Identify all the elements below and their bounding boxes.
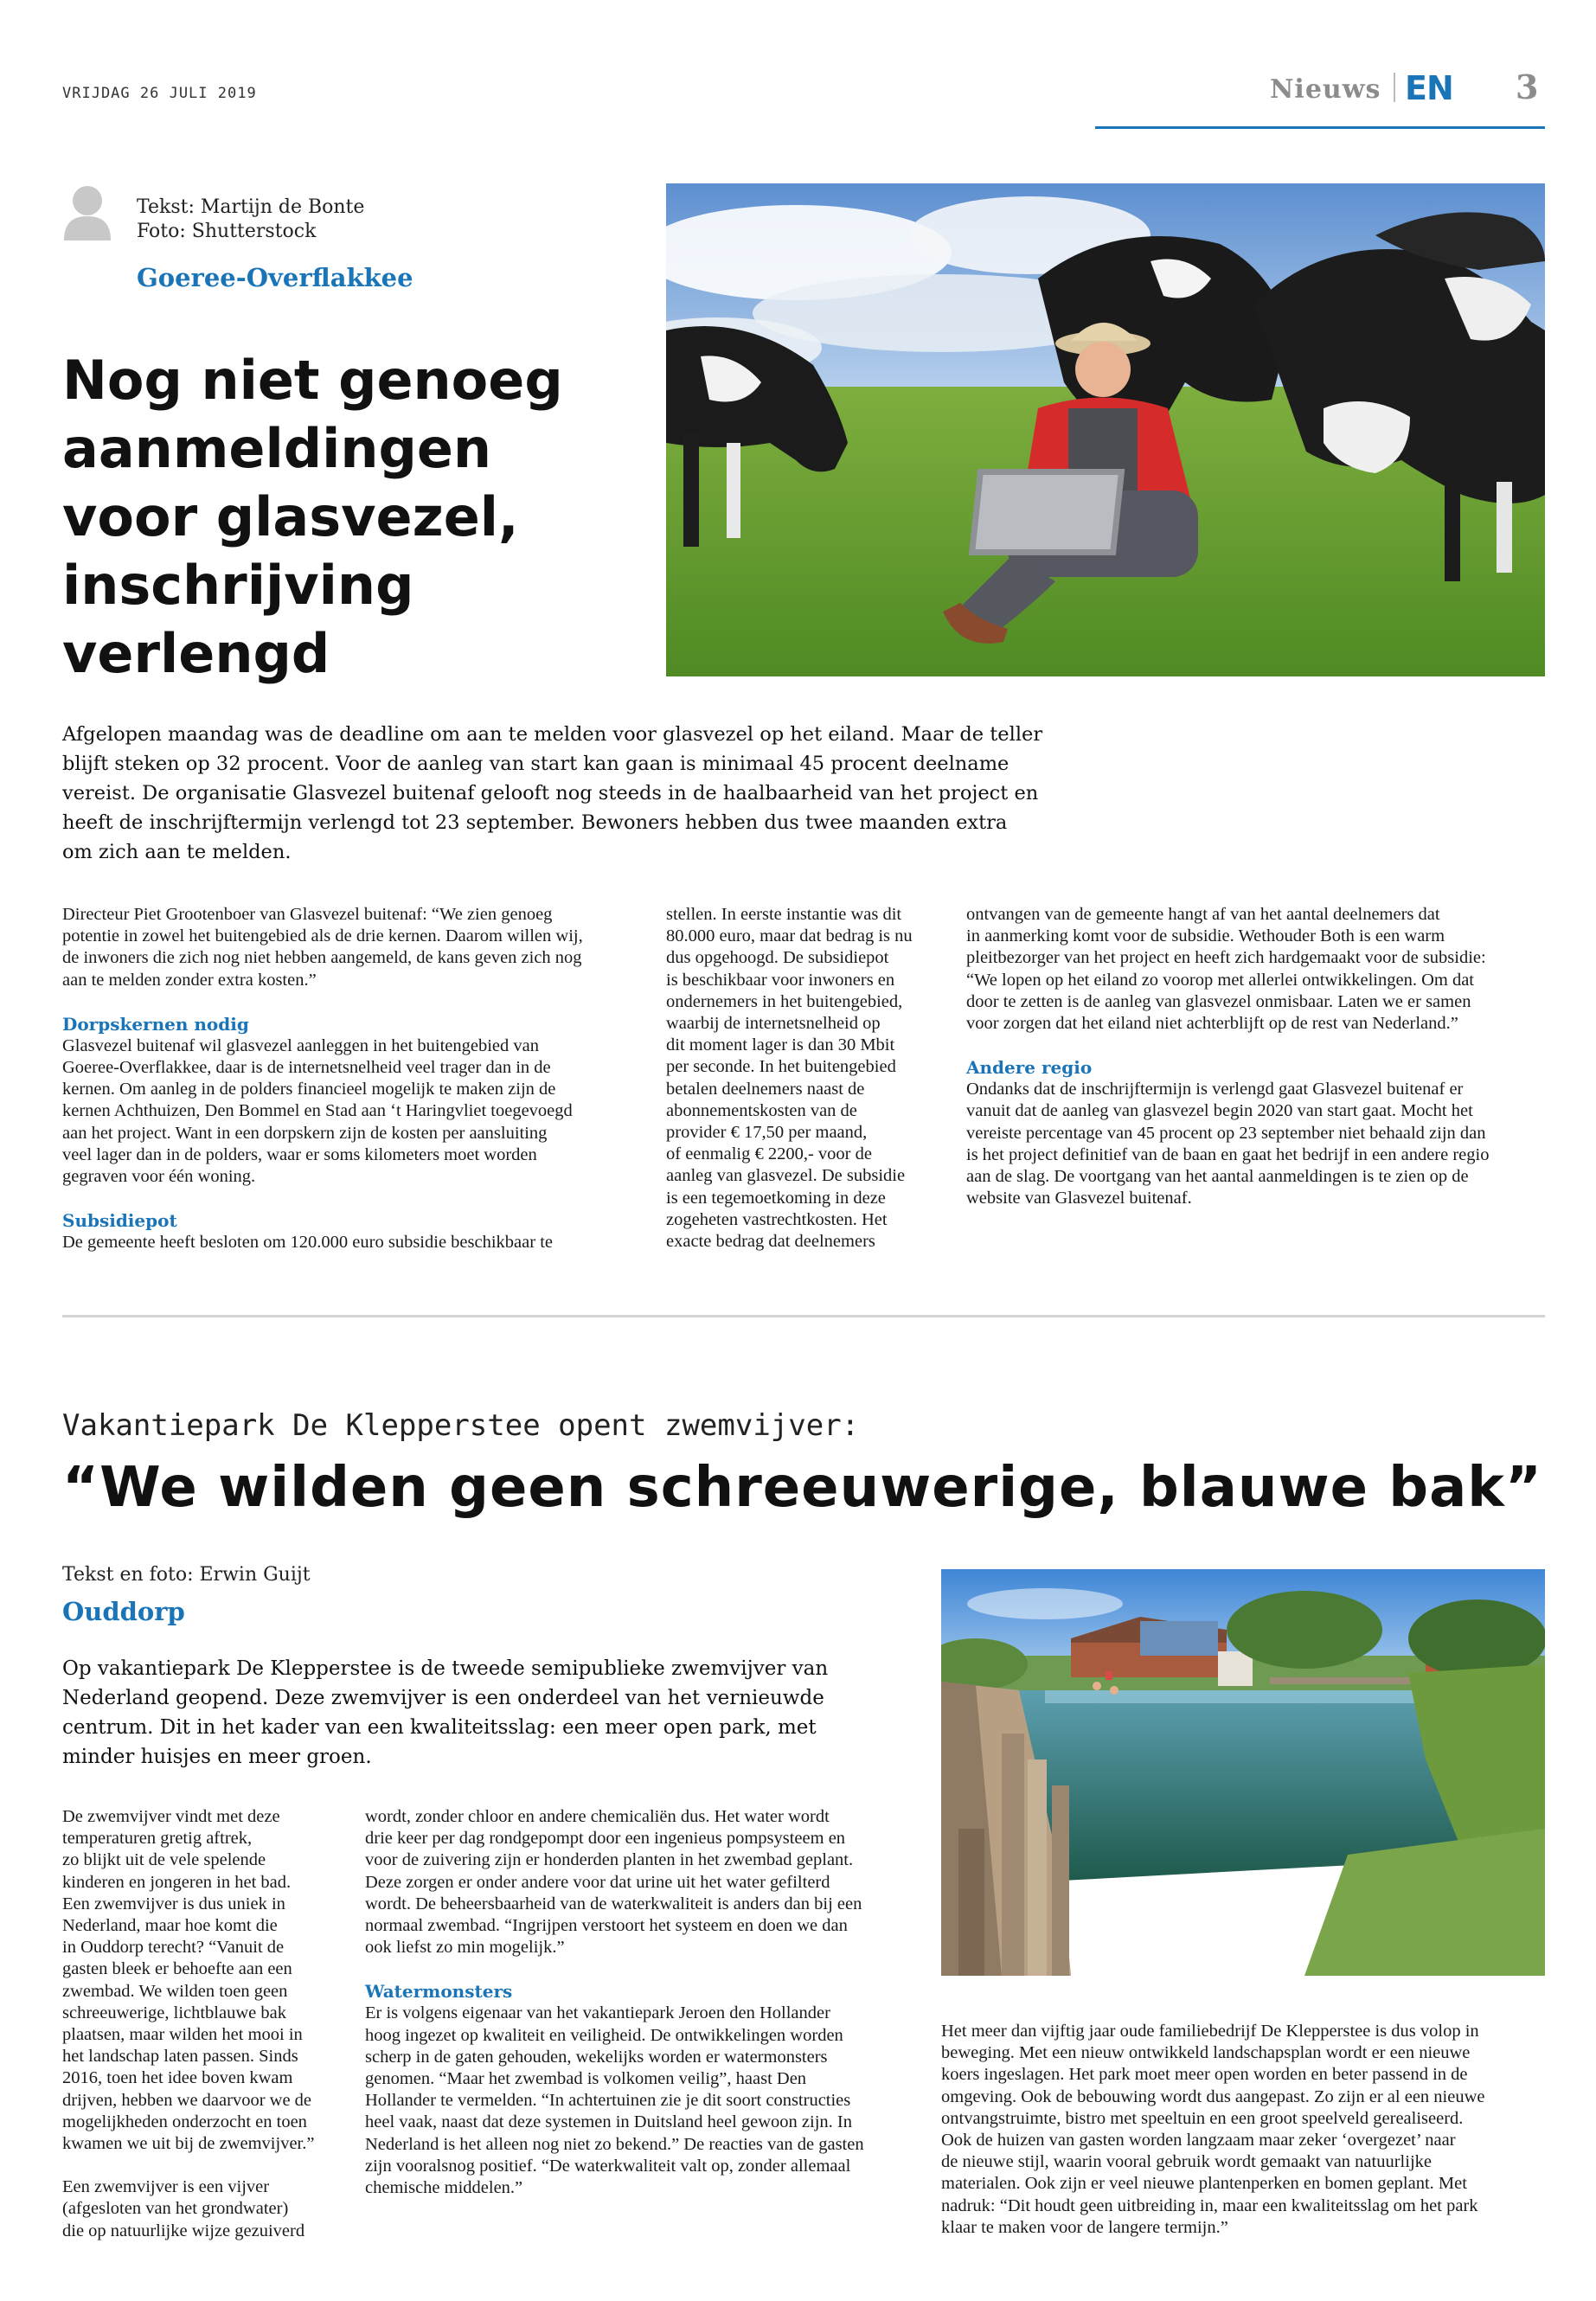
article1-headline [62, 346, 616, 688]
article2-kicker: Vakantiepark De Klepperstee opent zwemvijver: [62, 1408, 860, 1443]
body-line: ontvangen van de gemeente hangt af van het aantal deelnemers dat [966, 905, 1440, 924]
intro-line: centrum. Dit in het kader van een kwaliteitsslag: een meer open park, met [62, 1716, 817, 1739]
headline-line: voor glasvezel, [62, 485, 519, 548]
body-line: Directeur Piet Grootenboer van Glasvezel buitenaf: “We zien genoeg [62, 905, 553, 924]
body-line: Ook de huizen van gasten worden langzaam maar zeker ‘overgezet’ naar [941, 2131, 1456, 2150]
body-line: plaatsen, maar wilden het mooi in [62, 2025, 303, 2045]
body-line: de nieuwe stijl, waarin vooral gebruik wordt gemaakt van natuurlijke [941, 2152, 1432, 2172]
body-line: aanleg van glasvezel. De subsidie [666, 1166, 906, 1186]
newspaper-logo: EN [1405, 69, 1453, 107]
body-line: heel vaak, naast dat deze systemen in Duitsland heel gewoon zijn. In [365, 2112, 852, 2132]
article1-column-1 [62, 904, 607, 1253]
body-line: potentie in zowel het buitengebied als de drie kernen. Daarom willen wij, [62, 926, 583, 946]
body-line: is het project definitief van de baan en gaat het bedrijf in een andere regio [966, 1144, 1490, 1164]
body-line: drie keer per dag rondgepompt door een ingenieus pompsysteem en [365, 1829, 846, 1849]
header-rule [1095, 126, 1545, 129]
body-line: of eenmalig € 2200,- voor de [666, 1144, 872, 1164]
intro-line: Op vakantiepark De Klepperstee is de tweede semipublieke zwemvijver van [62, 1657, 829, 1680]
body-line: gasten bleek er behoefte aan een [62, 1959, 292, 1979]
body-line: aan te melden zonder extra kosten.” [62, 970, 317, 990]
body-line: website van Glasvezel buitenaf. [966, 1189, 1192, 1208]
body-line: wordt. De beheersbaarheid van de waterkwaliteit is anders dan bij een [365, 1894, 862, 1913]
body-line: Nederland, maar hoe komt die [62, 1916, 278, 1936]
body-line: materialen. Ook zijn er veel nieuwe plantenperken en bomen geplant. Met [941, 2174, 1467, 2194]
article1-intro [62, 720, 1083, 867]
cows-farmer-laptop-photo [666, 183, 1545, 676]
section-label: Nieuws [1270, 74, 1381, 105]
body-line: drijven, hebben we daarvoor we de [62, 2090, 312, 2110]
article2-location: Ouddorp [62, 1597, 185, 1626]
article2-headline: “We wilden geen schreeuwerige, blauwe bak” [62, 1456, 1542, 1520]
body-line: betalen deelnemers naast de [666, 1079, 865, 1099]
body-line: koers ingeslagen. Het park moet meer open worden en beter passend in de [941, 2065, 1468, 2085]
body-line: nadruk: “Dit houdt geen uitbreiding in, maar een kwaliteitsslag om het park [941, 2195, 1478, 2215]
intro-line: blijft steken op 32 procent. Voor de aanleg van start kan gaan is minimaal 45 procent deelname [62, 753, 1010, 775]
body-line: veel lager dan in de polders, waar er soms kilometers moet worden [62, 1144, 537, 1164]
body-line: omgeving. Ook de bebouwing wordt dus aangepast. Zo zijn er al een nieuwe [941, 2086, 1485, 2106]
article2-intro [62, 1654, 919, 1772]
body-line: dit moment lager is dan 30 Mbit [666, 1035, 895, 1055]
intro-line: vereist. De organisatie Glasvezel buitenaf gelooft nog steeds in de haalbaarheid van het project en [62, 782, 1039, 804]
body-line: mogelijkheden onderzocht en toen [62, 2112, 307, 2131]
body-line: Hollander te vermelden. “In achtertuinen zie je dit soort constructies [365, 2091, 851, 2111]
body-line: Ondanks dat de inschrijftermijn is verlengd gaat Glasvezel buitenaf er [966, 1080, 1464, 1099]
body-line: genomen. “Maar het zwembad is volkomen veilig”, haast Den [365, 2069, 807, 2089]
article2-column-2 [365, 1806, 919, 2199]
body-line: kwamen we uit bij de zwemvijver.” [62, 2134, 315, 2154]
headline-line: inschrijving [62, 554, 414, 617]
body-line: zo blijkt uit de vele spelende [62, 1850, 266, 1870]
body-line: voor zorgen dat het eiland niet achterblijft op de rest van Nederland.” [966, 1014, 1458, 1034]
intro-line: om zich aan te melden. [62, 841, 292, 863]
body-line: beweging. Met een nieuw ontwikkeld landschapsplan wordt er een nieuwe [941, 2043, 1471, 2063]
headline-line: aanmeldingen [62, 417, 492, 480]
body-line: per seconde. In het buitengebied [666, 1057, 896, 1077]
body-line: De zwemvijver vindt met deze [62, 1807, 280, 1826]
body-line: zijn vooralsnog positief. “De waterkwaliteit valt op, zonder allemaal [365, 2156, 851, 2176]
subheading-dorpskernen: Dorpskernen nodig [62, 1013, 249, 1035]
body-line: schreeuwerige, lichtblauwe bak [62, 2003, 286, 2022]
intro-line: minder huisjes en meer groen. [62, 1746, 372, 1768]
article1-credits [137, 195, 364, 244]
body-line: exacte bedrag dat deelnemers [666, 1232, 875, 1252]
headline-line: Nog niet genoeg [62, 349, 563, 412]
body-line: Goeree-Overflakkee, daar is de internetsnelheid veel trager dan in de [62, 1058, 551, 1078]
body-line: zwembad. We wilden toen geen [62, 1981, 288, 2001]
body-line: gegraven voor één woning. [62, 1167, 256, 1187]
headline-line: verlengd [62, 622, 330, 685]
body-line: in Ouddorp terecht? “Vanuit de [62, 1938, 285, 1958]
body-line: abonnementskosten van de [666, 1100, 857, 1120]
body-line: chemische middelen.” [365, 2178, 523, 2198]
body-line: door te zetten is de aanleg van glasvezel onmisbaar. Laten we er samen [966, 991, 1471, 1011]
body-line: aan de slag. De voortgang van het aantal aanmeldingen is te zien op de [966, 1167, 1469, 1187]
body-line: ook liefst zo min mogelijk.” [365, 1938, 565, 1958]
body-line: kernen Achthuizen, Den Bommel en Stad aan ‘t Haringvliet toegevoegd [62, 1101, 573, 1121]
body-line: hoog ingezet op kwaliteit en veiligheid. De ontwikkelingen worden [365, 2025, 843, 2045]
body-line: Er is volgens eigenaar van het vakantiepark Jeroen den Hollander [365, 2003, 830, 2023]
body-line: het landschap laten passen. Sinds [62, 2047, 298, 2067]
body-line: Een zwemvijver is een vijver [62, 2177, 270, 2197]
body-line: Nederland is het alleen nog niet zo bekend.” De reacties van de gasten [365, 2134, 864, 2154]
body-line: vanuit dat de aanleg van glasvezel begin 2020 van start gaat. Mocht het [966, 1101, 1473, 1121]
article2-column-3 [941, 2021, 1545, 2239]
body-line: 80.000 euro, maar dat bedrag is nu [666, 926, 913, 946]
body-line: temperaturen gretig aftrek, [62, 1829, 253, 1849]
header-separator [1394, 73, 1395, 102]
body-line: “We lopen op het eiland zo voorop met allerlei ontwikkelingen. Om dat [966, 970, 1474, 990]
issue-date: VRIJDAG 26 JULI 2019 [62, 85, 257, 102]
body-line: scherp in de gaten gehouden, wekelijks worden er watermonsters [365, 2047, 828, 2067]
body-line: klaar te maken voor de langere termijn.” [941, 2217, 1228, 2237]
credit-photo: Foto: Shutterstock [137, 221, 317, 242]
body-line: is beschikbaar voor inwoners en [666, 970, 895, 990]
body-line: dus opgehoogd. De subsidiepot [666, 948, 889, 968]
body-line: die op natuurlijke wijze gezuiverd [62, 2221, 305, 2240]
article1-column-3 [966, 904, 1546, 1209]
body-line: aan het project. Want in een dorpskern zijn de kosten per aansluiting [62, 1123, 548, 1143]
intro-line: heeft de inschrijftermijn verlengd tot 23 september. Bewoners hebben dus twee maanden extra [62, 811, 1008, 834]
intro-line: Afgelopen maandag was de deadline om aan te melden voor glasvezel op het eiland. Maar de teller [62, 723, 1043, 746]
body-line: pleitbezorger van het project en heeft zich hardgemaakt voor de subsidie: [966, 948, 1486, 968]
article2-column-1 [62, 1806, 348, 2242]
body-line: Het meer dan vijftig jaar oude familiebedrijf De Klepperstee is dus volop in [941, 2022, 1479, 2041]
body-line: Glasvezel buitenaf wil glasvezel aanleggen in het buitengebied van [62, 1035, 540, 1055]
body-line: kinderen en jongeren in het bad. [62, 1872, 292, 1892]
article2-credit: Tekst en foto: Erwin Guijt [62, 1564, 311, 1586]
body-line: (afgesloten van het grondwater) [62, 2199, 289, 2219]
subheading-andere-regio: Andere regio [966, 1057, 1093, 1079]
body-line: normaal zwembad. “Ingrijpen verstoort het systeem en doen we dan [365, 1916, 848, 1936]
subheading-subsidiepot: Subsidiepot [62, 1210, 177, 1232]
body-line: ontvangstruimte, bistro met speeltuin en een groot speelveld gerealiseerd. [941, 2108, 1464, 2128]
body-line: kernen. Om aanleg in de polders financieel mogelijk te maken zijn de [62, 1080, 556, 1099]
body-line: ondernemers in het buitengebied, [666, 991, 903, 1011]
body-line: stellen. In eerste instantie was dit [666, 905, 902, 924]
body-line: 2016, toen het idee boven kwam [62, 2068, 293, 2088]
body-line: De gemeente heeft besloten om 120.000 euro subsidie beschikbaar te [62, 1233, 553, 1253]
swimming-pond-photo [941, 1569, 1545, 1976]
article-divider [62, 1315, 1545, 1317]
author-avatar-icon [62, 183, 112, 240]
body-line: de inwoners die zich nog niet hebben aangemeld, de kans geven zich nog [62, 948, 582, 968]
body-line: vereiste percentage van 45 procent op 23 september niet behaald zijn dan [966, 1123, 1486, 1143]
credit-text: Tekst: Martijn de Bonte [137, 196, 365, 218]
body-line: in aanmerking komt voor de subsidie. Wethouder Both is een warm [966, 926, 1445, 946]
subheading-watermonsters: Watermonsters [365, 1981, 513, 2003]
body-line: Een zwemvijver is dus uniek in [62, 1894, 285, 1913]
article1-column-2 [666, 904, 943, 1253]
article1-location: Goeree-Overflakkee [137, 263, 413, 292]
body-line: waarbij de internetsnelheid op [666, 1014, 881, 1034]
intro-line: Nederland geopend. Deze zwemvijver is een onderdeel van het vernieuwde [62, 1687, 824, 1709]
body-line: Deze zorgen er onder andere voor dat urine uit het water gefilterd [365, 1872, 830, 1892]
body-line: voor de zuivering zijn er honderden planten in het zwembad geplant. [365, 1850, 854, 1870]
body-line: is een tegemoetkoming in deze [666, 1188, 886, 1208]
body-line: provider € 17,50 per maand, [666, 1123, 868, 1143]
body-line: wordt, zonder chloor en andere chemicaliën dus. Het water wordt [365, 1807, 830, 1826]
page-number: 3 [1516, 67, 1539, 106]
body-line: zogeheten vastrechtkosten. Het [666, 1209, 888, 1229]
